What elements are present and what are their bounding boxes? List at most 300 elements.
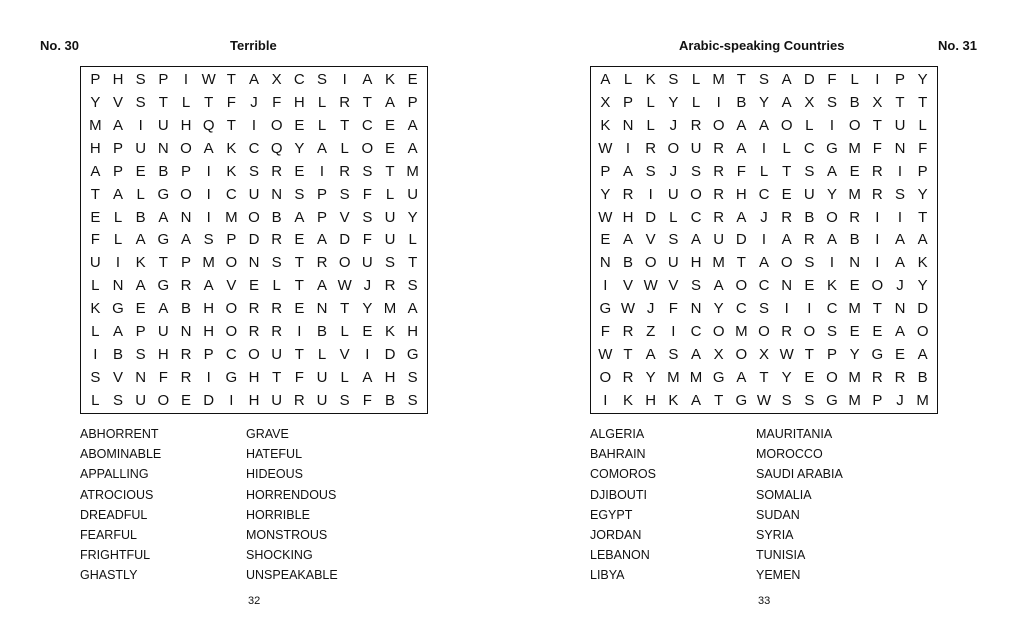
grid-cell: S <box>407 277 418 295</box>
grid-cell: W <box>779 346 794 364</box>
grid-cell: T <box>895 93 905 111</box>
grid-cell: L <box>918 116 927 134</box>
grid-cell: F <box>362 392 372 410</box>
grid-cell: I <box>319 162 325 180</box>
grid-cell: F <box>668 300 678 318</box>
grid-cell: O <box>361 139 374 157</box>
grid-cell: K <box>668 392 679 410</box>
grid-cell: M <box>848 300 861 318</box>
grid-cell: A <box>917 231 928 249</box>
word-list-column <box>590 424 750 586</box>
word-list-item: MONSTROUS <box>246 527 328 542</box>
grid-cell: K <box>622 392 633 410</box>
word-list <box>590 424 930 594</box>
grid-cell: I <box>93 346 98 364</box>
grid-cell: P <box>872 392 883 410</box>
grid-cell: V <box>339 208 350 226</box>
grid-cell: T <box>158 93 168 111</box>
grid-cell: Y <box>668 93 679 111</box>
grid-cell: H <box>407 323 419 341</box>
grid-cell: R <box>713 208 725 226</box>
word-list-item: ABOMINABLE <box>80 447 162 462</box>
grid-cell: V <box>622 277 633 295</box>
puzzle-number: No. 31 <box>938 38 978 53</box>
grid-cell: D <box>203 392 215 410</box>
grid-cell: I <box>365 346 370 364</box>
grid-cell: H <box>180 116 192 134</box>
grid-cell: G <box>599 300 612 318</box>
grid-cell: V <box>645 231 656 249</box>
grid-cell: B <box>112 346 123 364</box>
grid-cell: O <box>667 139 680 157</box>
grid-cell: A <box>736 139 747 157</box>
grid-cell: T <box>782 162 792 180</box>
grid-cell: T <box>408 254 418 272</box>
grid-cell: U <box>690 139 702 157</box>
grid-cell: S <box>135 346 146 364</box>
grid-cell: Q <box>202 116 215 134</box>
grid-cell: N <box>180 208 192 226</box>
grid-cell: U <box>157 116 169 134</box>
grid-cell: T <box>272 369 282 387</box>
grid-cell: P <box>407 93 418 111</box>
grid-cell: G <box>225 369 238 387</box>
grid-cell: D <box>645 208 657 226</box>
grid-cell: T <box>804 346 814 364</box>
grid-cell: A <box>736 369 747 387</box>
grid-cell: S <box>362 162 373 180</box>
grid-cell: H <box>622 208 634 226</box>
grid-cell: I <box>206 369 211 387</box>
grid-cell: L <box>646 116 655 134</box>
grid-cell: M <box>225 208 238 226</box>
grid-cell: A <box>135 277 146 295</box>
grid-cell: A <box>158 300 169 318</box>
grid-cell: L <box>317 346 327 364</box>
grid-cell: T <box>918 208 928 226</box>
grid-cell: R <box>271 300 283 318</box>
grid-cell: R <box>713 185 725 203</box>
grid-cell: A <box>736 116 747 134</box>
grid-cell: B <box>384 392 395 410</box>
grid-cell: L <box>113 208 123 226</box>
grid-cell: I <box>875 208 880 226</box>
grid-cell: S <box>804 254 815 272</box>
grid-cell: K <box>226 162 237 180</box>
grid-cell: P <box>600 162 611 180</box>
grid-cell: G <box>712 369 725 387</box>
grid-cell: O <box>780 254 793 272</box>
grid-cell: I <box>671 323 676 341</box>
grid-cell: T <box>623 346 633 364</box>
grid-cell: E <box>849 323 860 341</box>
grid-cell: I <box>251 116 257 134</box>
grid-cell: X <box>872 93 883 111</box>
grid-cell: S <box>668 346 679 364</box>
grid-cell: H <box>248 392 260 410</box>
grid-cell: K <box>90 300 101 318</box>
grid-cell: E <box>294 300 305 318</box>
grid-cell: I <box>875 231 880 249</box>
grid-cell: E <box>180 392 191 410</box>
grid-cell: T <box>918 93 928 111</box>
grid-cell: R <box>180 369 192 387</box>
grid-cell: A <box>690 392 701 410</box>
grid-cell: H <box>690 254 702 272</box>
grid-cell: F <box>226 93 236 111</box>
grid-cell: O <box>225 300 238 318</box>
grid-cell: S <box>407 369 418 387</box>
grid-cell: G <box>112 300 124 318</box>
grid-cell: W <box>643 277 658 295</box>
grid-cell: O <box>225 323 238 341</box>
grid-cell: T <box>90 185 100 203</box>
grid-cell: M <box>848 185 861 203</box>
grid-cell: A <box>826 231 837 249</box>
grid-cell: L <box>91 392 100 410</box>
grid-cell: I <box>829 254 835 272</box>
word-list-item: DREADFUL <box>80 507 148 522</box>
grid-cell: T <box>340 116 350 134</box>
grid-cell: B <box>736 93 747 111</box>
grid-cell: X <box>758 346 769 364</box>
grid-cell: Q <box>270 139 283 157</box>
grid-cell: O <box>871 277 884 295</box>
grid-cell: S <box>826 323 837 341</box>
puzzle-number: No. 30 <box>40 38 80 53</box>
grid-cell: I <box>342 70 347 88</box>
grid-cell: L <box>691 70 701 88</box>
word-list-item: HORRENDOUS <box>246 487 337 502</box>
grid-cell: S <box>248 162 259 180</box>
grid-cell: M <box>712 70 725 88</box>
grid-cell: C <box>225 185 237 203</box>
grid-cell: L <box>385 185 395 203</box>
grid-cell: O <box>180 185 192 203</box>
grid-cell: T <box>294 277 304 295</box>
grid-cell: F <box>362 231 372 249</box>
grid-cell: O <box>916 323 929 341</box>
grid-cell: S <box>135 93 146 111</box>
grid-cell: Y <box>917 277 928 295</box>
grid-cell: L <box>91 277 100 295</box>
grid-cell: R <box>248 300 260 318</box>
grid-cell: L <box>317 93 327 111</box>
grid-cell: G <box>871 346 884 364</box>
grid-cell: R <box>713 162 725 180</box>
grid-cell: A <box>135 231 146 249</box>
grid-cell: U <box>384 231 396 249</box>
grid-cell: R <box>803 231 815 249</box>
word-list-item: EGYPT <box>590 507 633 522</box>
grid-cell: A <box>407 139 418 157</box>
grid-cell: G <box>406 346 419 364</box>
grid-cell: S <box>690 162 701 180</box>
grid-cell: C <box>735 300 747 318</box>
grid-cell: R <box>384 277 396 295</box>
grid-cell: B <box>804 208 815 226</box>
grid-cell: N <box>894 300 906 318</box>
grid-cell: I <box>875 70 880 88</box>
grid-cell: N <box>781 277 793 295</box>
grid-cell: E <box>849 162 860 180</box>
grid-cell: E <box>248 277 259 295</box>
grid-cell: H <box>248 369 260 387</box>
word-list-item: HORRIBLE <box>246 507 310 522</box>
grid-cell: E <box>90 208 101 226</box>
grid-cell: M <box>689 369 703 387</box>
grid-cell: H <box>203 323 215 341</box>
grid-cell: A <box>690 346 701 364</box>
grid-cell: R <box>781 208 793 226</box>
grid-cell: Y <box>826 185 837 203</box>
grid-cell: A <box>362 70 373 88</box>
grid-cell: O <box>803 323 816 341</box>
grid-cell: K <box>645 70 656 88</box>
grid-cell: M <box>406 162 419 180</box>
grid-cell: B <box>135 208 146 226</box>
grid-cell: U <box>667 185 679 203</box>
grid-cell: R <box>622 185 634 203</box>
grid-cell: C <box>758 277 770 295</box>
grid-cell: I <box>206 208 211 226</box>
grid-cell: L <box>272 277 281 295</box>
grid-cell: L <box>669 208 678 226</box>
grid-cell: X <box>804 93 815 111</box>
grid-cell: L <box>113 231 123 249</box>
grid-cell: I <box>784 300 789 318</box>
grid-cell: C <box>293 70 305 88</box>
grid-cell: S <box>804 392 815 410</box>
word-list-item: JORDAN <box>590 527 642 542</box>
grid-cell: I <box>297 323 302 341</box>
grid-cell: I <box>648 185 653 203</box>
grid-cell: T <box>872 300 882 318</box>
letter-grid <box>590 66 938 414</box>
grid-cell: U <box>667 254 679 272</box>
grid-cell: A <box>407 116 418 134</box>
grid-cell: H <box>112 70 124 88</box>
grid-cell: N <box>849 254 861 272</box>
grid-cell: I <box>761 231 767 249</box>
grid-cell: A <box>112 323 123 341</box>
grid-cell: P <box>894 70 905 88</box>
word-list-item: DJIBOUTI <box>590 487 647 502</box>
grid-cell: L <box>91 323 100 341</box>
word-list-item: ABHORRENT <box>80 427 159 441</box>
grid-cell: A <box>894 231 905 249</box>
grid-cell: B <box>158 162 169 180</box>
grid-cell: S <box>316 70 327 88</box>
grid-cell: N <box>135 369 147 387</box>
word-list-item: ALGERIA <box>590 427 645 441</box>
grid-cell: P <box>622 93 633 111</box>
grid-cell: C <box>225 346 237 364</box>
word-list-item: APPALLING <box>80 467 149 482</box>
grid-cell: H <box>735 185 747 203</box>
grid-cell: R <box>713 139 725 157</box>
word-list-item: UNSPEAKABLE <box>246 568 338 583</box>
grid-cell: V <box>339 346 350 364</box>
grid-cell: M <box>735 323 748 341</box>
grid-cell: D <box>248 231 260 249</box>
grid-cell: C <box>361 116 373 134</box>
grid-cell: G <box>735 392 748 410</box>
grid-cell: J <box>363 277 372 295</box>
grid-cell: A <box>316 231 327 249</box>
grid-cell: K <box>826 277 837 295</box>
grid-cell: U <box>713 231 725 249</box>
grid-cell: G <box>157 185 170 203</box>
grid-cell: A <box>180 231 191 249</box>
grid-cell: T <box>736 70 746 88</box>
grid-cell: L <box>782 139 791 157</box>
grid-cell: P <box>180 254 191 272</box>
grid-cell: J <box>760 208 768 226</box>
grid-cell: K <box>384 70 395 88</box>
grid-cell: Y <box>600 185 611 203</box>
grid-cell: T <box>362 93 372 111</box>
grid-cell: R <box>781 323 793 341</box>
grid-cell: T <box>385 162 395 180</box>
grid-cell: N <box>271 185 283 203</box>
grid-cell: U <box>89 254 101 272</box>
grid-cell: B <box>271 208 282 226</box>
grid-cell: I <box>206 185 211 203</box>
grid-cell: E <box>849 277 860 295</box>
grid-cell: A <box>894 323 905 341</box>
grid-cell: T <box>340 300 350 318</box>
grid-cell: A <box>622 231 633 249</box>
grid-cell: L <box>759 162 769 180</box>
grid-cell: R <box>849 208 861 226</box>
grid-cell: A <box>158 208 169 226</box>
grid-cell: R <box>293 392 305 410</box>
grid-cell: A <box>203 277 214 295</box>
word-list-item: GHASTLY <box>80 568 138 583</box>
grid-cell: Z <box>646 323 656 341</box>
grid-cell: M <box>916 392 929 410</box>
grid-cell: D <box>917 300 929 318</box>
grid-cell: W <box>201 70 216 88</box>
word-list-item: SHOCKING <box>246 548 313 563</box>
grid-cell: S <box>758 70 769 88</box>
grid-cell: P <box>112 139 123 157</box>
grid-cell: C <box>690 323 702 341</box>
grid-cell: H <box>384 369 396 387</box>
grid-cell: E <box>135 300 146 318</box>
grid-cell: W <box>337 277 352 295</box>
grid-cell: H <box>645 392 657 410</box>
grid-cell: D <box>339 231 351 249</box>
grid-cell: A <box>826 162 837 180</box>
word-list-item: HIDEOUS <box>246 467 303 482</box>
grid-cell: Y <box>917 185 928 203</box>
grid-cell: J <box>896 277 904 295</box>
grid-cell: S <box>826 93 837 111</box>
grid-cell: F <box>362 185 372 203</box>
grid-cell: V <box>668 277 679 295</box>
grid-cell: A <box>894 254 905 272</box>
grid-cell: N <box>622 116 634 134</box>
grid-cell: N <box>180 323 192 341</box>
grid-cell: O <box>248 346 260 364</box>
grid-cell: I <box>829 116 835 134</box>
grid-cell: S <box>135 70 146 88</box>
word-list-item: SOMALIA <box>756 487 812 502</box>
grid-cell: D <box>803 70 815 88</box>
grid-cell: P <box>135 323 146 341</box>
grid-cell: O <box>180 139 192 157</box>
grid-cell: A <box>384 93 395 111</box>
grid-cell: K <box>384 323 395 341</box>
grid-cell: P <box>180 162 191 180</box>
grid-cell: F <box>918 139 928 157</box>
word-list-item: YEMEN <box>756 568 801 583</box>
grid-cell: S <box>203 231 214 249</box>
grid-cell: A <box>112 185 123 203</box>
grid-cell: N <box>599 254 611 272</box>
grid-cell: T <box>759 369 769 387</box>
grid-cell: B <box>849 231 860 249</box>
grid-cell: R <box>339 93 351 111</box>
grid-cell: A <box>917 346 928 364</box>
grid-cell: R <box>180 346 192 364</box>
word-list-item: MAURITANIA <box>756 427 833 441</box>
grid-cell: M <box>667 369 680 387</box>
grid-cell: A <box>622 162 633 180</box>
word-list-column <box>246 424 406 586</box>
grid-cell: O <box>735 346 748 364</box>
grid-cell: N <box>316 300 328 318</box>
grid-cell: O <box>644 254 657 272</box>
grid-cell: E <box>894 346 905 364</box>
grid-cell: L <box>691 93 701 111</box>
grid-cell: O <box>690 185 702 203</box>
grid-cell: W <box>598 346 613 364</box>
grid-cell: R <box>690 116 702 134</box>
grid-cell: U <box>384 208 396 226</box>
grid-cell: T <box>204 93 214 111</box>
grid-cell: W <box>620 300 636 318</box>
grid-cell: S <box>407 392 418 410</box>
grid-cell: H <box>203 300 215 318</box>
grid-cell: Y <box>758 93 769 111</box>
grid-cell: Y <box>849 346 860 364</box>
grid-cell: P <box>226 231 237 249</box>
grid-cell: A <box>112 116 123 134</box>
grid-cell: B <box>180 300 191 318</box>
grid-cell: A <box>781 93 792 111</box>
grid-cell: M <box>383 300 397 318</box>
word-list-item: MOROCCO <box>756 447 823 462</box>
grid-cell: T <box>294 346 304 364</box>
grid-cell: S <box>339 392 350 410</box>
grid-cell: H <box>293 93 305 111</box>
grid-cell: W <box>598 139 613 157</box>
grid-cell: T <box>158 254 168 272</box>
grid-cell: I <box>897 162 903 180</box>
grid-cell: K <box>135 254 146 272</box>
grid-cell: I <box>138 116 143 134</box>
grid-cell: S <box>339 185 350 203</box>
grid-cell: A <box>645 346 656 364</box>
grid-cell: V <box>112 93 123 111</box>
grid-cell: Y <box>90 93 101 111</box>
grid-cell: L <box>340 369 349 387</box>
grid-cell: E <box>804 277 815 295</box>
grid-cell: F <box>736 162 746 180</box>
